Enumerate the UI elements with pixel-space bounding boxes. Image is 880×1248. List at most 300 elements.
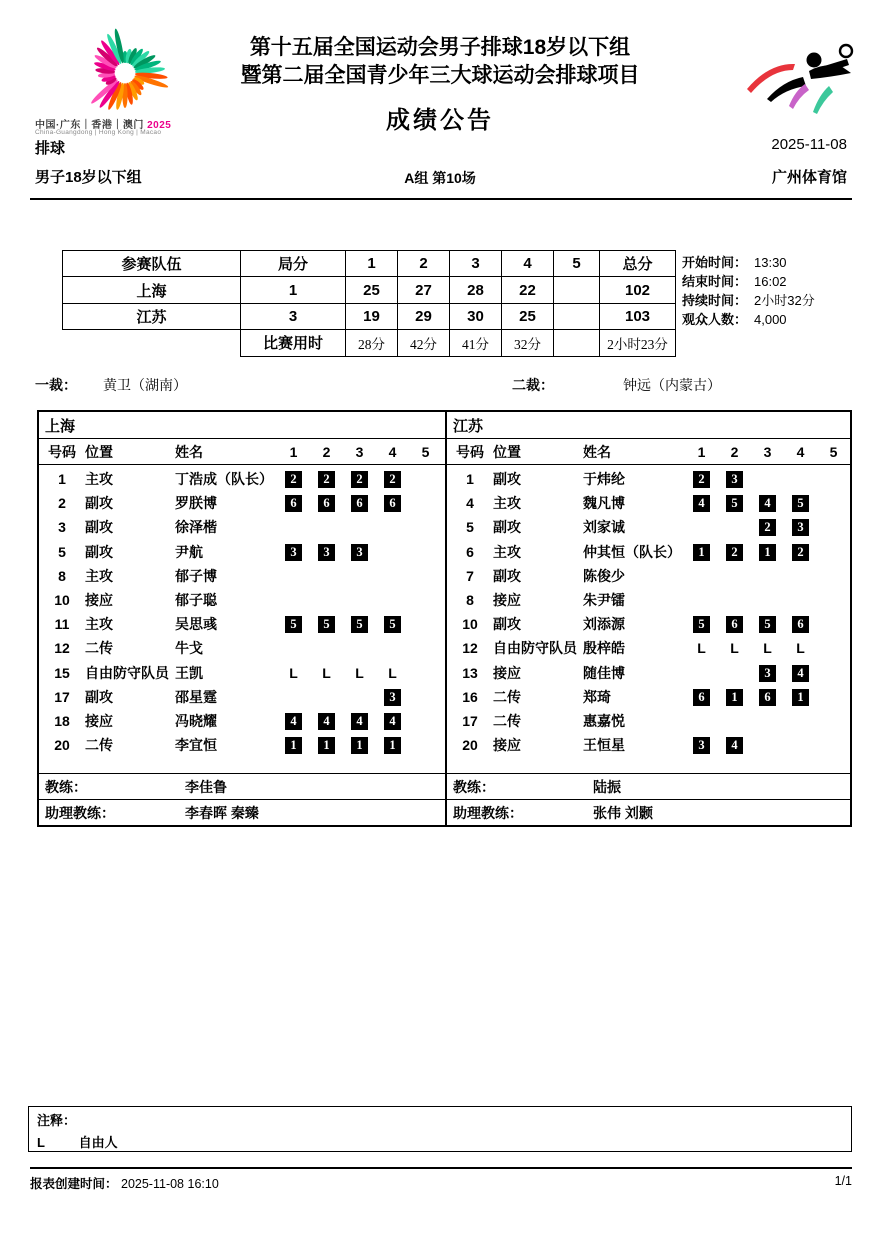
player-row [447,564,850,588]
player-position: 接应 [493,737,521,754]
player-position: 二传 [493,688,521,705]
set-cell [343,665,376,681]
set-cell [784,640,817,656]
player-row [39,733,445,757]
set-position-badge: 6 [693,689,710,706]
document-title-line1: 第十五届全国运动会男子排球18岁以下组 [249,36,631,59]
match-info-label: 持续时间： [682,293,748,308]
player-position: 副攻 [493,519,521,536]
roster-header-cell: 2 [730,443,739,460]
set-cell [784,688,817,706]
roster-header-cell: 4 [796,443,805,460]
total-points-cell: 103 [600,303,676,329]
player-position: 副攻 [493,567,521,584]
score-header-cell: 局分 [241,251,346,277]
header-divider [30,198,852,200]
set-cell [310,665,343,681]
set-cell [784,615,817,633]
page-number: 1/1 [834,1174,852,1188]
player-row [39,636,445,660]
match-info-label: 观众人数： [682,312,748,327]
roster-body [39,465,445,757]
set-cell [376,615,409,633]
duration-label-cell: 比赛用时 [241,330,346,356]
set-cell [685,688,718,706]
set-position-badge: 2 [759,519,776,536]
set-position-badge: 5 [285,616,302,633]
match-info-value: 2小时32分 [754,293,815,308]
player-position: 主攻 [493,495,521,512]
set-position-badge: 3 [759,665,776,682]
player-row [447,733,850,757]
player-name: 尹航 [175,543,203,560]
score-header-cell: 4 [502,251,554,277]
set-position-badge: 1 [318,737,335,754]
set-cell [277,494,310,512]
set-position-badge: 1 [285,737,302,754]
assistant-coach-row [39,799,445,825]
set-cell [343,615,376,633]
match-info-panel [682,253,815,329]
match-info-label: 结束时间： [682,274,748,289]
set-position-badge: 5 [318,616,335,633]
player-name: 罗朕博 [175,495,217,512]
set-cell [277,712,310,730]
team-name: 上海 [39,412,445,439]
roster-header [447,439,850,465]
match-info-row [682,310,815,329]
roster-header-cell: 5 [421,443,430,460]
team-name: 江苏 [447,412,850,439]
match-info-row [682,272,815,291]
player-row [447,636,850,660]
assistant-coach-label: 助理教练： [45,804,115,821]
player-row [39,685,445,709]
player-name: 仲其恒（队长） [583,543,681,560]
first-referee-label: 一裁： [35,377,77,393]
player-name: 殷梓皓 [583,640,625,657]
set-position-badge: 1 [726,689,743,706]
player-position: 接应 [85,592,113,609]
libero-marker: L [322,664,331,681]
set-position-badge: 5 [792,495,809,512]
player-position: 主攻 [85,616,113,633]
player-name: 徐泽楷 [175,519,217,536]
set-score-cell: 19 [346,303,398,329]
player-row [39,612,445,636]
player-number: 8 [466,592,474,609]
match-date: 2025-11-08 [771,136,847,153]
player-position: 副攻 [493,616,521,633]
set-position-badge: 3 [318,544,335,561]
set-cell [343,470,376,488]
document-title-line2: 暨第二届全国青少年三大球运动会排球项目 [240,64,640,87]
set-position-badge: 3 [285,544,302,561]
set-cell [310,712,343,730]
set-position-badge: 4 [318,713,335,730]
player-number: 4 [466,495,474,512]
set-cell [343,736,376,754]
assistant-coach-label: 助理教练： [453,804,523,821]
notes-title: 注释： [37,1113,77,1128]
set-position-badge: 2 [726,544,743,561]
set-cell [343,543,376,561]
match-info-value: 13:30 [754,255,787,270]
set-position-badge: 5 [693,616,710,633]
player-position: 接应 [85,712,113,729]
player-name: 王恒星 [583,737,625,754]
referees-line [0,375,880,395]
total-points-cell: 102 [600,277,676,303]
set-position-badge: 4 [285,713,302,730]
set-cell [277,665,310,681]
coach-row [447,773,850,799]
player-number: 10 [54,592,70,609]
player-row [447,491,850,515]
sport-label: 排球 [35,140,66,157]
set-score-cell: 29 [398,303,450,329]
player-number: 20 [462,737,478,754]
roster-header-cell: 位置 [85,443,113,460]
score-header-cell: 总分 [600,251,676,277]
empty-cell [63,330,241,356]
roster-header-cell: 3 [763,443,772,460]
notes-box [28,1106,852,1152]
set-duration-cell: 41分 [450,330,502,356]
player-row [447,540,850,564]
set-cell [784,543,817,561]
set-cell [751,615,784,633]
set-cell [685,736,718,754]
score-header-cell: 5 [554,251,600,277]
roster-spacer [447,757,850,773]
set-position-badge: 1 [384,737,401,754]
set-duration-cell: 42分 [398,330,450,356]
player-row [39,564,445,588]
player-position: 自由防守队员 [85,664,169,681]
roster-header-cell: 1 [289,443,298,460]
player-number: 1 [466,471,474,488]
player-position: 二传 [85,737,113,754]
set-cell [277,615,310,633]
venue-label: 广州体育馆 [771,169,847,186]
player-name: 惠嘉悦 [583,712,625,729]
set-cell [718,640,751,656]
player-position: 副攻 [85,519,113,536]
set-position-badge: 1 [792,689,809,706]
set-score-cell: 25 [502,303,554,329]
set-position-badge: 4 [693,495,710,512]
set-duration-cell: 28分 [346,330,398,356]
player-name: 郁子聪 [175,592,217,609]
report-created [30,1174,219,1192]
player-position: 副攻 [85,543,113,560]
roster-header [39,439,445,465]
player-number: 6 [466,543,474,560]
set-score-cell [554,277,600,303]
roster-header-cell: 3 [355,443,364,460]
set-position-badge: 3 [693,737,710,754]
set-position-badge: 4 [351,713,368,730]
set-cell [685,543,718,561]
roster-header-cell: 2 [322,443,331,460]
footer-divider [30,1167,852,1169]
set-position-badge: 1 [351,737,368,754]
player-row [447,467,850,491]
set-cell [718,470,751,488]
score-row [63,277,676,303]
set-position-badge: 4 [792,665,809,682]
set-position-badge: 6 [792,616,809,633]
player-name: 随佳博 [583,664,625,681]
set-cell [751,640,784,656]
match-info-row [682,291,815,310]
set-position-badge: 6 [759,689,776,706]
document-title-line3: 成绩公告 [386,107,494,134]
set-score-cell: 30 [450,303,502,329]
player-number: 1 [58,471,66,488]
sets-won-cell: 3 [241,303,346,329]
set-cell [751,543,784,561]
set-position-badge: 2 [693,471,710,488]
player-row [39,540,445,564]
player-row [39,491,445,515]
group-label: 男子18岁以下组 [35,169,142,186]
player-name: 朱尹镭 [583,592,625,609]
first-referee-name: 黄卫（湖南） [103,377,187,393]
set-position-badge: 4 [726,737,743,754]
player-name: 邵星霆 [175,688,217,705]
team-rosters [37,410,852,827]
set-position-badge: 5 [351,616,368,633]
set-cell [685,640,718,656]
player-position: 主攻 [493,543,521,560]
player-number: 8 [58,567,66,584]
set-position-badge: 3 [792,519,809,536]
set-position-badge: 6 [726,616,743,633]
coach-name: 陆振 [593,778,621,795]
set-cell [376,688,409,706]
score-row [63,303,676,329]
set-position-badge: 3 [351,544,368,561]
roster-header-cell: 4 [388,443,397,460]
score-header-cell: 参赛队伍 [63,251,241,277]
set-cell [751,664,784,682]
player-position: 副攻 [85,688,113,705]
set-cell [343,712,376,730]
player-name: 魏凡博 [583,495,625,512]
player-number: 17 [462,712,478,729]
roster-header-cell: 位置 [493,443,521,460]
set-position-badge: 5 [759,616,776,633]
player-name: 陈俊少 [583,567,625,584]
player-number: 16 [462,688,478,705]
player-name: 李宜恒 [175,737,217,754]
logo-caption-cn: 中国·广东｜香港｜澳门 [35,120,144,131]
player-number: 2 [58,495,66,512]
player-number: 3 [58,519,66,536]
set-position-badge: 2 [792,544,809,561]
set-cell [718,494,751,512]
match-info-value: 4,000 [754,312,787,327]
roster-header-cell: 姓名 [175,443,203,460]
set-position-badge: 1 [759,544,776,561]
player-number: 12 [462,640,478,657]
player-row [447,661,850,685]
player-position: 自由防守队员 [493,640,577,657]
set-cell [784,494,817,512]
second-referee-label: 二裁： [512,377,554,393]
set-cell [310,736,343,754]
score-header-row [63,251,676,277]
score-header-cell: 1 [346,251,398,277]
player-number: 5 [466,519,474,536]
player-row [447,612,850,636]
libero-marker: L [796,640,805,657]
total-duration-cell: 2小时23分 [600,330,676,356]
duration-row [63,330,676,356]
set-position-badge: 6 [285,495,302,512]
set-cell [376,470,409,488]
player-position: 主攻 [85,471,113,488]
set-duration-cell: 32分 [502,330,554,356]
set-cell [343,494,376,512]
roster-spacer [39,757,445,773]
set-position-badge: 6 [384,495,401,512]
player-name: 郑琦 [583,688,611,705]
set-score-cell [554,303,600,329]
set-cell [376,494,409,512]
libero-marker: L [355,664,364,681]
sets-won-cell: 1 [241,277,346,303]
set-cell [718,688,751,706]
set-position-badge: 4 [759,495,776,512]
player-number: 17 [54,688,70,705]
match-number-label: A组 第10场 [404,170,476,186]
set-score-cell: 28 [450,277,502,303]
set-cell [277,736,310,754]
logo-caption-year: 2025 [147,120,172,131]
coach-name: 李佳鲁 [185,778,227,795]
notes-legend-row [37,1132,843,1151]
set-cell [685,615,718,633]
score-header-cell: 3 [450,251,502,277]
set-position-badge: 6 [351,495,368,512]
set-cell [751,518,784,536]
set-position-badge: 3 [384,689,401,706]
player-position: 二传 [85,640,113,657]
player-row [447,588,850,612]
set-position-badge: 3 [726,471,743,488]
player-name: 刘家诚 [583,519,625,536]
player-position: 副攻 [493,471,521,488]
set-cell [784,518,817,536]
set-position-badge: 5 [384,616,401,633]
player-row [447,685,850,709]
set-position-badge: 6 [318,495,335,512]
player-name: 冯晓耀 [175,712,217,729]
player-name: 郁子博 [175,567,217,584]
set-cell [376,712,409,730]
player-position: 接应 [493,664,521,681]
assistant-coach-names: 李春晖 秦臻 [185,804,259,821]
roster-body [447,465,850,757]
set-cell [718,615,751,633]
player-number: 12 [54,640,70,657]
player-row [39,709,445,733]
player-name: 丁浩成（队长） [175,471,273,488]
set-cell [718,543,751,561]
libero-marker: L [763,640,772,657]
player-number: 18 [54,712,70,729]
player-name: 刘添源 [583,616,625,633]
team-name-cell: 江苏 [63,303,241,329]
roster-header-cell: 姓名 [583,443,611,460]
player-row [39,661,445,685]
report-created-time: 2025-11-08 16:10 [121,1177,219,1191]
player-number: 20 [54,737,70,754]
set-cell [685,470,718,488]
set-position-badge: 5 [726,495,743,512]
team-table [39,412,447,825]
set-position-badge: 4 [384,713,401,730]
score-table [62,250,676,357]
player-row [447,515,850,539]
set-duration-cell [554,330,600,356]
set-cell [751,494,784,512]
roster-header-cell: 1 [697,443,706,460]
libero-legend-value: 自由人 [78,1135,118,1150]
second-referee-name: 钟远（内蒙古） [623,377,721,393]
libero-marker: L [697,640,706,657]
player-position: 主攻 [85,567,113,584]
player-position: 二传 [493,712,521,729]
libero-marker: L [730,640,739,657]
set-position-badge: 2 [351,471,368,488]
set-cell [376,665,409,681]
set-score-cell: 25 [346,277,398,303]
match-info-label: 开始时间： [682,255,748,270]
player-number: 13 [462,664,478,681]
set-position-badge: 2 [285,471,302,488]
player-row [39,467,445,491]
team-name-cell: 上海 [63,277,241,303]
roster-header-cell: 5 [829,443,838,460]
set-cell [310,543,343,561]
set-cell [376,736,409,754]
roster-header-cell: 号码 [48,443,76,460]
set-position-badge: 1 [693,544,710,561]
set-cell [310,615,343,633]
match-info-row [682,253,815,272]
roster-header-cell: 号码 [456,443,484,460]
assistant-coach-row [447,799,850,825]
player-number: 11 [54,616,70,633]
player-name: 牛戈 [175,640,203,657]
set-cell [718,736,751,754]
player-number: 5 [58,543,66,560]
report-created-label: 报表创建时间： [30,1177,118,1191]
set-cell [784,664,817,682]
player-name: 吴思彧 [175,616,217,633]
set-cell [685,494,718,512]
libero-marker: L [388,664,397,681]
player-number: 10 [462,616,478,633]
player-row [39,515,445,539]
libero-legend-key: L [37,1135,45,1150]
player-name: 王凯 [175,664,203,681]
set-cell [751,688,784,706]
